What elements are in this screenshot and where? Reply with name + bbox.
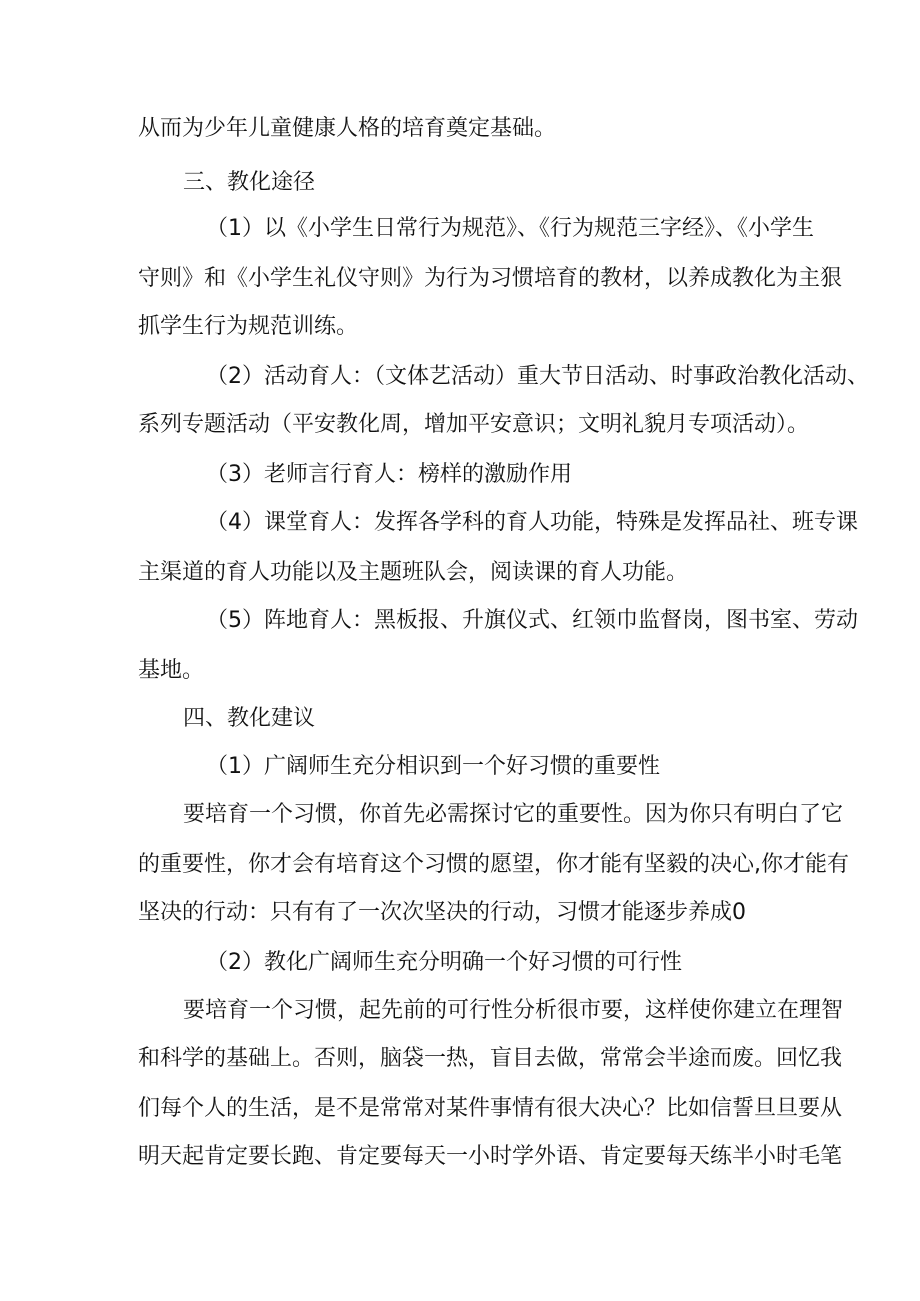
text-line: （1）广阔师生充分相识到一个好习惯的重要性 (206, 754, 660, 779)
text-line: 坚决的行动：只有有了一次次坚决的行动，习惯才能逐步养成0 (138, 900, 746, 925)
text-line: （2）活动育人：（文体艺活动）重大节日活动、时事政治教化活动、 (206, 364, 869, 389)
text-line: 的重要性，你才会有培育这个习惯的愿望，你才能有坚毅的决心,你才能有 (138, 852, 849, 877)
text-line: 明天起肯定要长跑、肯定要每天一小时学外语、肯定要每天练半小时毛笔 (138, 1144, 843, 1169)
text-line: 抓学生行为规范训练。 (138, 314, 359, 339)
text-line: （3）老师言行育人：榜样的激励作用 (206, 462, 572, 487)
text-line: 从而为少年儿童健康人格的培育奠定基础。 (138, 116, 557, 141)
text-line: （1）以《小学生日常行为规范》、《行为规范三字经》、《小学生 (206, 216, 814, 241)
section-heading: 三、教化途径 (183, 170, 316, 195)
text-line: （2）教化广阔师生充分明确一个好习惯的可行性 (206, 950, 682, 975)
text-line: 和科学的基础上。否则，脑袋一热，盲目去做，常常会半途而废。回忆我 (138, 1046, 843, 1071)
text-line: 要培育一个习惯，你首先必需探讨它的重要性。因为你只有明白了它 (183, 802, 844, 827)
section-heading: 四、教化建议 (183, 706, 316, 731)
text-line: 主渠道的育人功能以及主题班队会，阅读课的育人功能。 (138, 560, 689, 585)
text-line: 守则》和《小学生礼仪守则》为行为习惯培育的教材，以养成教化为主狠 (138, 266, 843, 291)
text-line: （5）阵地育人：黑板报、升旗仪式、红领巾监督岗，图书室、劳动 (206, 608, 858, 633)
text-line: （4）课堂育人：发挥各学科的育人功能，特殊是发挥品社、班专课 (206, 510, 858, 535)
text-line: 们每个人的生活，是不是常常对某件事情有很大决心？比如信誓旦旦要从 (138, 1096, 843, 1121)
text-line: 要培育一个习惯，起先前的可行性分析很市要，这样使你建立在理智 (183, 998, 844, 1023)
text-line: 基地。 (138, 658, 205, 683)
text-line: 系列专题活动（平安教化周，增加平安意识；文明礼貌月专项活动）。 (138, 412, 810, 437)
